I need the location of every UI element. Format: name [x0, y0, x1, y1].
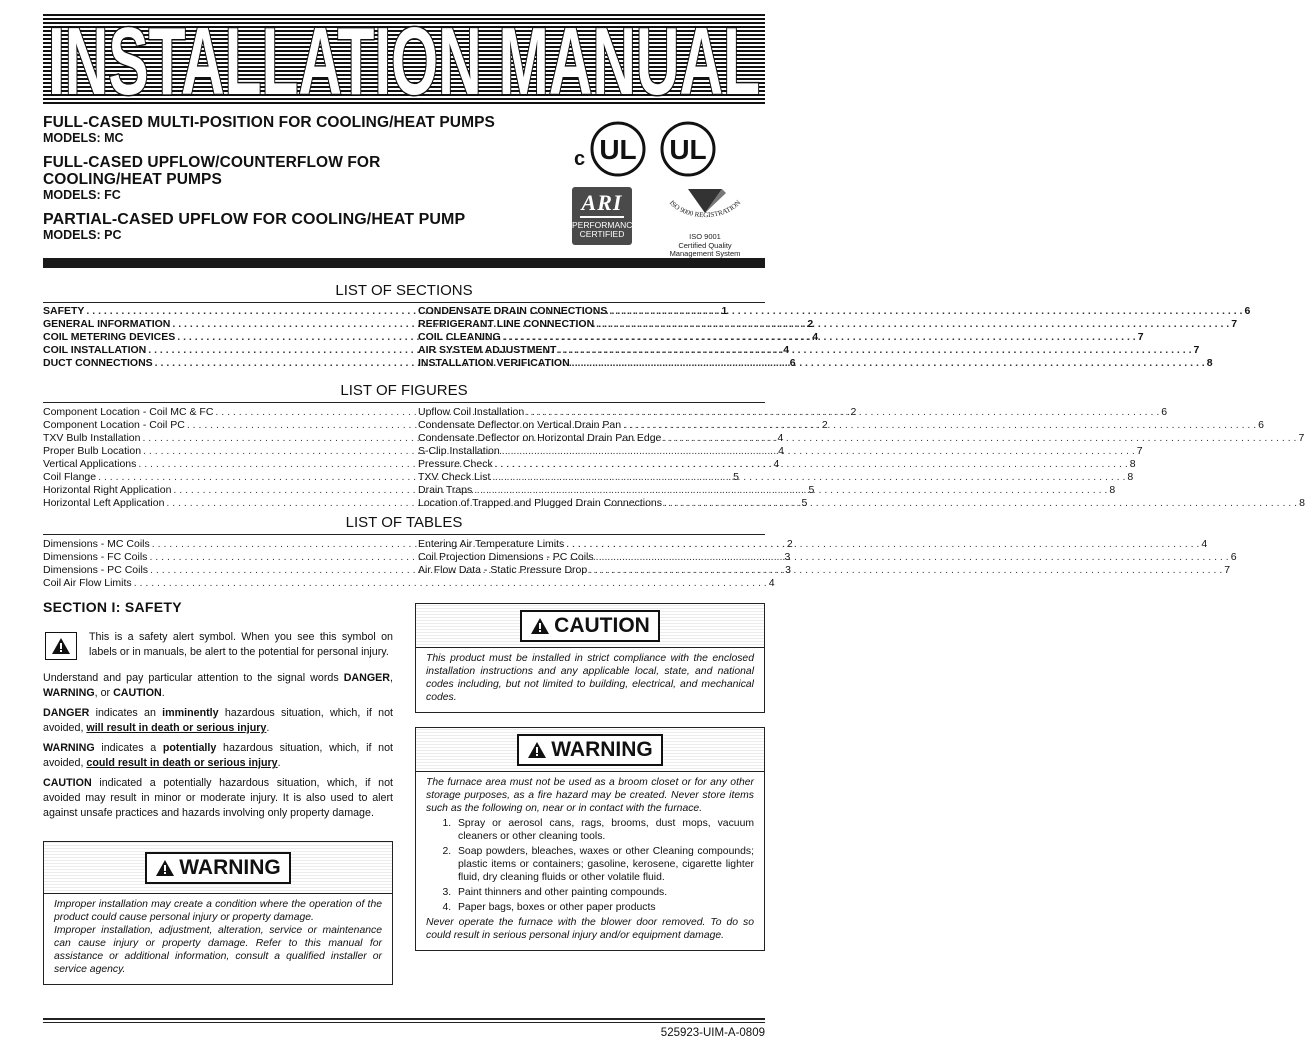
list-of-sections — [43, 305, 1251, 370]
caution-text: This product must be installed in strict compliance with the enclosed installation instructions and any applicable local, state, and national codes including, but not limited to building, electrical, and mechanical codes. — [426, 653, 754, 703]
warning-sign — [517, 734, 663, 766]
list-item: 2. Soap powders, bleaches, waxes or other Cleaning compounds; plastic items or containers; gasoline, kerosene, cigarette lighter fluid, dry cleaning fluids or other volatile fluid. — [454, 845, 754, 884]
dot-leader — [556, 344, 1193, 357]
toc-entry-label: Dimensions - PC Coils — [43, 564, 149, 576]
figures-right-column — [418, 406, 1305, 510]
section-rule — [43, 402, 765, 403]
dot-leader — [594, 318, 1231, 331]
toc-entry — [418, 538, 1208, 551]
section-rule — [43, 302, 765, 303]
caution-definition: CAUTION indicated a potentially hazardous situation, which, if not avoided may result in minor or moderate injury. It is also used to alert against unsafe practices and hazards involving only property damage. — [43, 777, 393, 819]
model-label: MODELS: FC — [43, 188, 121, 202]
toc-entry-page: 3 — [784, 551, 791, 563]
toc-entry-page: 7 — [1298, 432, 1305, 444]
list-of-tables — [43, 538, 1237, 590]
toc-entry-label: Coil Air Flow Limits — [43, 577, 132, 589]
installation-manual-banner — [43, 8, 765, 115]
iso-line1: ISO 9001 — [689, 232, 721, 241]
dot-leader — [661, 432, 1298, 445]
toc-entry-label: Proper Bulb Location — [43, 445, 142, 457]
model-fc — [43, 154, 553, 203]
warning-sign — [145, 852, 291, 884]
model-mc — [43, 114, 553, 146]
toc-entry — [418, 344, 1200, 357]
toc-entry-label: Component Location - Coil PC — [43, 419, 185, 431]
warning-box-right — [415, 727, 765, 951]
toc-entry-label: AIR SYSTEM ADJUSTMENT — [418, 344, 557, 356]
dot-leader — [564, 538, 1201, 551]
dot-leader — [472, 484, 1109, 497]
toc-entry-label: COIL INSTALLATION — [43, 344, 147, 356]
list-item: 4. Paper bags, boxes or other paper products — [454, 901, 754, 914]
caution-sign — [520, 610, 660, 642]
warning-intro: The furnace area must not be used as a broom closet or for any other storage purposes, as a fire hazard may be created. Never store items such as the following on, near or in contact with the furnace. — [426, 777, 754, 814]
toc-entry-page: 7 — [1136, 445, 1143, 457]
warning-text: Improper installation, adjustment, alteration, service or maintenance can cause injury or property damage. Refer to this manual for assistance or additional information, consult a qualified installer or service agency. — [54, 925, 382, 975]
svg-text:UL: UL — [669, 134, 707, 165]
section-heading: SECTION I: SAFETY — [43, 599, 182, 615]
list-of-tables-title: LIST OF TABLES — [345, 514, 463, 531]
toc-entry-page: 4 — [783, 344, 790, 356]
model-heading: FULL-CASED MULTI-POSITION FOR COOLING/HEAT PUMPS — [43, 114, 495, 131]
svg-text:c: c — [574, 148, 586, 170]
caution-box — [415, 603, 765, 713]
warning-triangle-icon — [527, 741, 547, 759]
toc-entry-label: Vertical Applications — [43, 458, 137, 470]
models-block — [43, 114, 553, 251]
toc-entry-page: 5 — [801, 497, 808, 509]
toc-entry-page: 4 — [812, 331, 819, 343]
toc-entry-page: 2 — [821, 419, 828, 431]
toc-entry-page: 2 — [807, 318, 814, 330]
warning-outro: Never operate the furnace with the blower door removed. To do so could result in serious personal injury and/or equipment damage. — [426, 917, 754, 941]
safety-section — [43, 599, 393, 985]
model-heading: FULL-CASED UPFLOW/COUNTERFLOW FOR COOLING/HEAT PUMPS — [43, 154, 381, 188]
list-of-sections-title: LIST OF SECTIONS — [335, 282, 473, 299]
list-item: 1. Spray or aerosol cans, rags, brooms, dust mops, vacuum cleaners or other cleaning tools. — [454, 817, 754, 843]
ul-logo — [658, 119, 720, 184]
caution-triangle-icon — [530, 617, 550, 635]
toc-entry-page: 7 — [1193, 344, 1200, 356]
toc-entry-label: Air Flow Data - Static Pressure Drop — [418, 564, 588, 576]
toc-entry-label: Location of Trapped and Plugged Drain Connections — [418, 497, 663, 509]
dot-leader — [501, 331, 1138, 344]
toc-entry — [418, 551, 1237, 564]
model-pc — [43, 211, 553, 243]
toc-entry-label: Dimensions - FC Coils — [43, 551, 148, 563]
list-of-figures — [43, 406, 1305, 510]
signal-words-paragraph: Understand and pay particular attention to the signal words DANGER, WARNING, or CAUTION. — [43, 672, 393, 699]
toc-entry-label: CONDENSATE DRAIN CONNECTIONS — [418, 305, 608, 317]
warning-definition: WARNING indicates a potentially hazardous situation, which, if not avoided, could result in death or serious injury. — [43, 742, 393, 769]
toc-entry-page: 4 — [1201, 538, 1208, 550]
toc-entry-page: 8 — [1109, 484, 1116, 496]
toc-entry — [43, 577, 775, 590]
header-divider-bar — [43, 258, 765, 268]
banner-title: INSTALLATION MANUAL — [48, 8, 760, 115]
toc-entry-label: GENERAL INFORMATION — [43, 318, 171, 330]
iso-line2: Certified Quality — [678, 240, 732, 250]
certification-logos — [560, 115, 770, 260]
toc-entry-label: TXV Check List — [418, 471, 491, 483]
warning-label: WARNING — [179, 855, 281, 879]
dot-leader — [524, 406, 1161, 419]
footer-rule — [43, 1018, 765, 1020]
tables-right-column — [418, 538, 1237, 590]
toc-entry — [418, 419, 1265, 432]
list-of-figures-title: LIST OF FIGURES — [340, 382, 468, 399]
toc-entry — [418, 564, 1231, 577]
warning-triangle-icon — [155, 859, 175, 877]
caution-box-header — [416, 604, 764, 648]
svg-text:UL: UL — [599, 134, 637, 165]
warning-box-left — [43, 841, 393, 985]
toc-entry-label: Horizontal Right Application — [43, 484, 172, 496]
toc-entry-label: Component Location - Coil MC & FC — [43, 406, 214, 418]
toc-entry-page: 7 — [1231, 318, 1238, 330]
toc-entry-page: 6 — [1244, 305, 1251, 317]
toc-entry-label: DUCT CONNECTIONS — [43, 357, 153, 369]
toc-entry-label: Pressure Check — [418, 458, 493, 470]
toc-entry-page: 6 — [1258, 419, 1265, 431]
toc-entry-label: COIL CLEANING — [418, 331, 501, 343]
ari-line2: CERTIFIED — [579, 229, 625, 239]
dot-leader — [587, 564, 1224, 577]
toc-entry — [418, 471, 1134, 484]
warning-text: Improper installation may create a condition where the operation of the product could cause personal injury or property damage. — [54, 899, 382, 923]
toc-entry — [418, 445, 1143, 458]
toc-entry-label: Entering Air Temperature Limits — [418, 538, 565, 550]
cautions-column — [415, 603, 765, 951]
toc-entry-page: 3 — [785, 564, 791, 576]
toc-entry-page: 8 — [1127, 471, 1134, 483]
dot-leader — [490, 471, 1127, 484]
iso-line3: Management System — [669, 249, 741, 258]
iso-9001-logo — [650, 183, 760, 263]
toc-entry-page: 2 — [850, 406, 857, 418]
hazard-items-list — [454, 817, 754, 914]
alert-text: This is a safety alert symbol. When you see this symbol on labels or in manuals, be alert to the potential for personal injury. — [89, 631, 393, 658]
toc-entry-page: 7 — [1224, 564, 1231, 576]
toc-entry-page: 4 — [773, 458, 780, 470]
footer-rule — [43, 1022, 765, 1023]
toc-entry-label: Coil Flange — [43, 471, 97, 483]
toc-entry-label: Coil Projection Dimensions - PC Coils — [418, 551, 594, 563]
toc-entry — [418, 406, 1168, 419]
toc-entry-label: REFRIGERANT LINE CONNECTION — [418, 318, 595, 330]
dot-leader — [500, 445, 1137, 458]
cul-logo — [572, 119, 652, 184]
toc-entry-page: 4 — [768, 577, 775, 589]
safety-alert-icon — [45, 632, 77, 660]
toc-entry-label: Condensate Deflector on Horizontal Drain Pan Edge — [418, 432, 662, 444]
toc-entry-page: 6 — [1161, 406, 1168, 418]
toc-entry — [418, 484, 1116, 497]
safety-alert-paragraph — [43, 630, 393, 665]
sections-right-column — [418, 305, 1251, 370]
dot-leader — [662, 497, 1299, 510]
toc-entry-page: 6 — [789, 357, 796, 369]
toc-entry-label: TXV Bulb Installation — [43, 432, 141, 444]
toc-entry-page: 2 — [786, 538, 793, 550]
ari-name: ARI — [581, 190, 623, 215]
toc-entry-label: SAFETY — [43, 305, 85, 317]
dot-leader — [594, 551, 1231, 564]
toc-entry-label: Upflow Coil Installation — [418, 406, 525, 418]
toc-entry-label: COIL METERING DEVICES — [43, 331, 176, 343]
toc-entry-label: Dimensions - MC Coils — [43, 538, 150, 550]
toc-entry-page: 8 — [1206, 357, 1213, 369]
toc-entry — [418, 458, 1136, 471]
toc-entry-page: 1 — [721, 305, 728, 317]
warning-box-header — [416, 728, 764, 772]
toc-entry-label: Condensate Deflector on Vertical Drain Pan — [418, 419, 622, 431]
warning-box-header — [44, 842, 392, 894]
toc-entry — [418, 357, 1213, 370]
dot-leader — [570, 357, 1207, 370]
toc-entry-page: 8 — [1299, 497, 1305, 509]
warning-box-body — [44, 894, 392, 984]
warning-box-body — [416, 772, 764, 950]
toc-entry — [418, 432, 1305, 445]
toc-entry-page: 4 — [778, 445, 784, 457]
caution-label: CAUTION — [554, 613, 650, 637]
toc-entry — [418, 305, 1251, 318]
model-heading: PARTIAL-CASED UPFLOW FOR COOLING/HEAT PUMP — [43, 211, 466, 228]
ari-divider — [580, 216, 624, 218]
toc-entry-label: Drain Traps — [418, 484, 473, 496]
toc-entry — [418, 318, 1238, 331]
caution-box-body — [416, 648, 764, 712]
dot-leader — [607, 305, 1244, 318]
toc-entry-page: 4 — [777, 432, 784, 444]
toc-entry-page: 8 — [1129, 458, 1136, 470]
model-label: MODELS: PC — [43, 228, 122, 242]
model-label: MODELS: MC — [43, 131, 124, 145]
document-number: 525923-UIM-A-0809 — [660, 1027, 765, 1039]
toc-entry — [418, 331, 1144, 344]
section-rule — [43, 534, 765, 535]
toc-entry-page: 7 — [1137, 331, 1144, 343]
toc-entry — [418, 497, 1305, 510]
ari-certified-logo — [572, 187, 639, 245]
toc-entry-page: 5 — [808, 484, 815, 496]
svg-text:ISO 9000 REGISTRATION: ISO 9000 REGISTRATION — [667, 198, 743, 220]
toc-entry-page: 6 — [1230, 551, 1237, 563]
ari-line1: PERFORMANCE — [572, 220, 639, 230]
toc-entry-label: S-Clip Installation — [418, 445, 500, 457]
danger-definition: DANGER indicates an imminently hazardous situation, which, if not avoided, will result in death or serious injury. — [43, 707, 394, 734]
toc-entry-label: Horizontal Left Application — [43, 497, 165, 509]
warning-label: WARNING — [551, 737, 653, 761]
toc-entry-page: 5 — [733, 471, 740, 483]
list-item: 3. Paint thinners and other painting compounds. — [454, 886, 754, 899]
toc-entry-label: INSTALLATION VERIFICATION — [418, 357, 570, 369]
dot-leader — [493, 458, 1130, 471]
dot-leader — [621, 419, 1258, 432]
